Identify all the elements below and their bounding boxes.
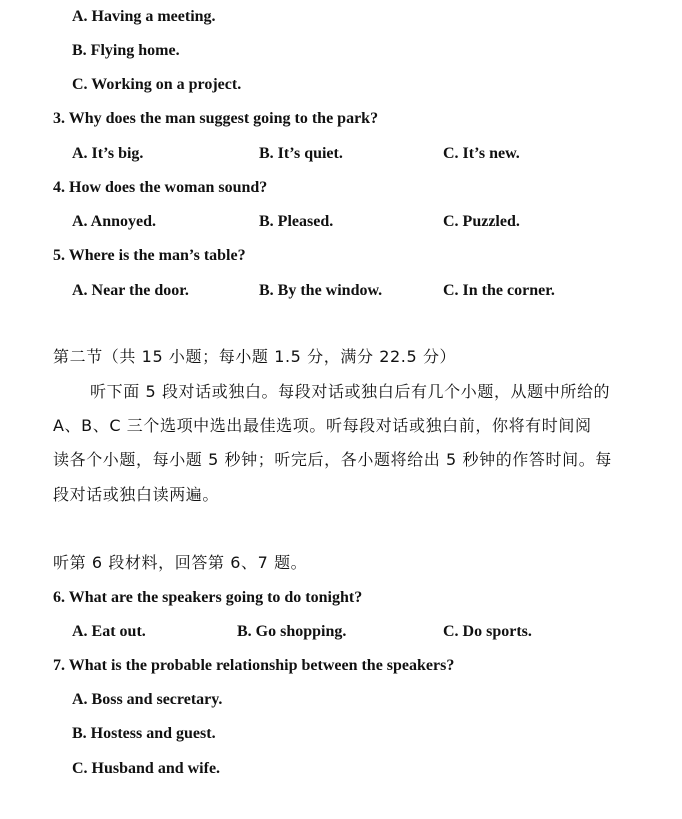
instructions-line-1: 听下面 5 段对话或独白。每段对话或独白后有几个小题，从题中所给的 [90,382,611,401]
q5-option-c: C. In the corner. [443,282,555,299]
instructions-line-2: A、B、C 三个选项中选出最佳选项。听每段对话或独白前，你将有时间阅 [53,416,592,435]
q2-option-b: B. Flying home. [72,42,180,59]
q4-stem: 4. How does the woman sound? [53,179,268,196]
q5-option-b: B. By the window. [259,282,383,299]
q3-option-c: C. It’s new. [443,145,520,162]
q6-option-c: C. Do sports. [443,623,532,640]
material6-intro: 听第 6 段材料，回答第 6、7 题。 [53,553,308,572]
q5-option-a: A. Near the door. [72,282,189,299]
section2-heading: 第二节（共 15 小题；每小题 1.5 分，满分 22.5 分） [53,347,457,366]
q7-option-a: A. Boss and secretary. [72,691,223,708]
q3-option-b: B. It’s quiet. [259,145,343,162]
instructions-line-4: 段对话或独白读两遍。 [53,485,220,504]
q7-option-b: B. Hostess and guest. [72,725,216,742]
q7-option-c: C. Husband and wife. [72,760,221,777]
q4-option-a: A. Annoyed. [72,213,157,230]
q2-option-c: C. Working on a project. [72,76,242,93]
q7-stem: 7. What is the probable relationship between the speakers? [53,657,455,674]
q4-option-b: B. Pleased. [259,213,334,230]
q6-option-a: A. Eat out. [72,623,146,640]
q4-option-c: C. Puzzled. [443,213,520,230]
q3-option-a: A. It’s big. [72,145,144,162]
q2-option-a: A. Having a meeting. [72,8,216,25]
q6-stem: 6. What are the speakers going to do tonight? [53,589,363,606]
q3-stem: 3. Why does the man suggest going to the park? [53,110,379,127]
instructions-line-3: 读各个小题，每小题 5 秒钟；听完后，各小题将给出 5 秒钟的作答时间。每 [53,450,612,469]
q5-stem: 5. Where is the man’s table? [53,247,246,264]
q6-option-b: B. Go shopping. [237,623,347,640]
